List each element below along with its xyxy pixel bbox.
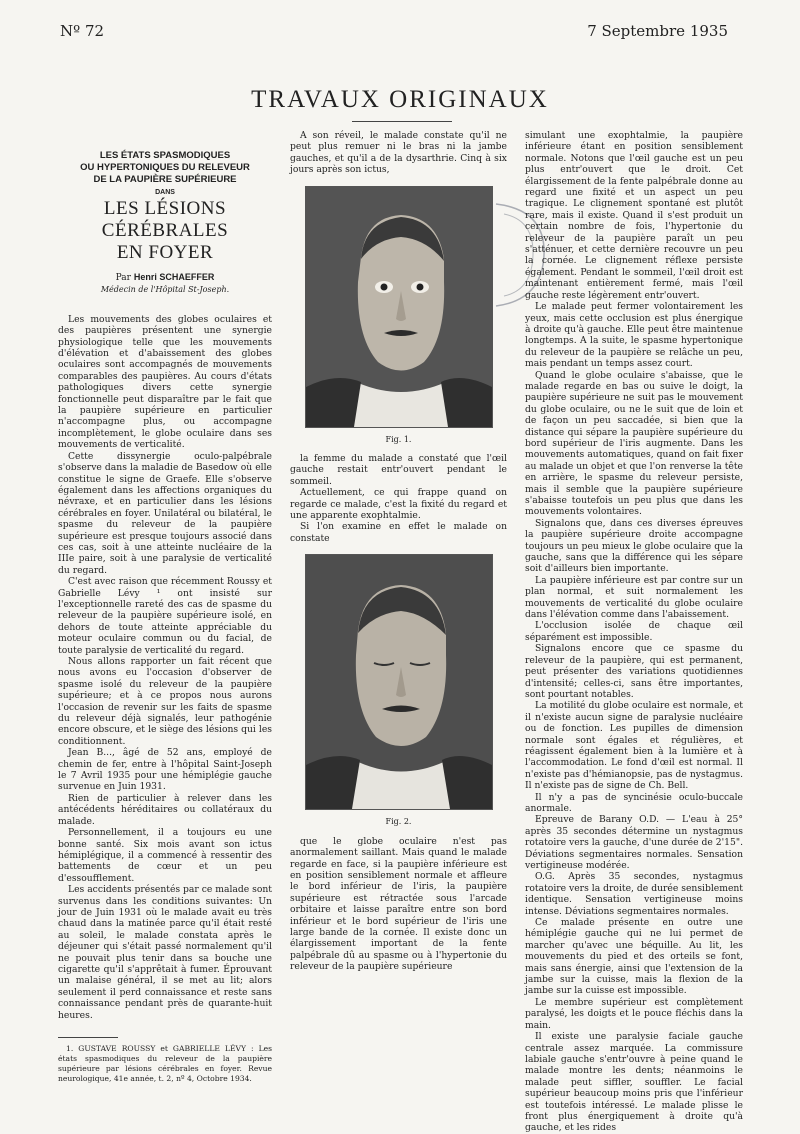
author-line bbox=[58, 272, 272, 284]
column-3 bbox=[525, 130, 743, 1134]
paragraph: Les mouvements des globes oculaires et des paupières présentent une synergie physiologique telle que les mouvements d'élévation et d'abaissement des globes oculaires sont accompagnés de mouvements comparables des paupières. Au cours d'états pathologiques divers cette synergie fonctionnelle peut disparaître par le fait que la paupière supérieure en particulier n'accompagne plus, ou accompagne incomplètement, le globe oculaire dans ses mouvements de verticalité. bbox=[58, 313, 272, 451]
paragraph: simulant une exophtalmie, la paupière inférieure étant en position sensiblement normale. Notons que l'œil gauche est un peu plus entr'ouvert que le droit. Cet élargissement de la fente palpébrale donne au regard une fixité et un aspect un peu tragique. Le clignement spontané est plutôt rare, mais il existe. Quand il s'est produit un certain nombre de fois, l'hypertonie du releveur de la paupière paraît un peu s'atténuer, et cette dernière recouvre un peu la cornée. Le clignement réflexe persiste également. Pendant le sommeil, l'œil droit est maintenant entièrement fermé, mais l'œil gauche reste légèrement entr'ouvert. bbox=[525, 130, 743, 301]
paragraph: Signalons encore que ce spasme du releveur de la paupière, qui est permanent, peut présenter des variations quotidiennes d'intensité; celles-ci, sans être importantes, sont pourtant notables. bbox=[525, 643, 743, 700]
paragraph: Rien de particulier à relever dans les antécédents héréditaires ou collatéraux du malade. bbox=[58, 792, 272, 827]
paragraph: Ce malade présente en outre une hémiplégie gauche qui ne lui permet de marcher qu'avec une béquille. Au lit, les mouvements du pied et des orteils se font, mais sans énergie, ainsi que l'extension de la jambe sur la cuisse, mais la flexion de la jambe sur la cuisse est impossible. bbox=[525, 917, 743, 997]
figure-2-caption: Fig. 2. bbox=[385, 817, 412, 827]
author-name: Henri SCHAEFFER bbox=[133, 272, 215, 282]
section-title: TRAVAUX ORIGINAUX bbox=[251, 86, 549, 113]
figure-1-caption: Fig. 1. bbox=[385, 434, 412, 444]
column-1 bbox=[58, 150, 272, 1084]
paragraph: Jean B..., âgé de 52 ans, employé de chemin de fer, entre à l'hôpital Saint-Joseph le 7 Avril 1935 pour une hémiplégie gauche survenue en Juin 1931. bbox=[58, 747, 272, 793]
paragraph: que le globe oculaire n'est pas anormalement saillant. Mais quand le malade regarde en face, si la paupière inférieure est en position sensiblement normale et affleure le bord inférieur de l'iris, la paupière supérieure est rétractée sous l'arcade orbitaire et laisse paraître entre son bord inférieur et le bord supérieur de l'iris une large bande de la cornée. Il existe donc un élargissement important de la fente palpébrale dû au spasme ou à l'hypertonie du releveur de la paupière supérieure bbox=[290, 835, 507, 973]
paragraph: Nous allons rapporter un fait récent que nous avons eu l'occasion d'observer de spasme isolé du releveur de la paupière supérieure; et à ce propos nous aurons l'occasion de revenir sur les faits de spasme du releveur déjà signalés, leur pathogénie encore obscure, et le siège des lésions qui les conditionnent. bbox=[58, 656, 272, 747]
paragraph: Quand le globe oculaire s'abaisse, que le malade regarde en bas ou suive le doigt, la paupière supérieure ne suit pas le mouvement du globe oculaire, ou ne le suit que de loin et de façon un peu saccadée, si bien que la distance qui sépare la paupière supérieure du bord supérieur de l'iris augmente. Dans les mouvements automatiques, quand on fait fixer au malade un objet et que l'on renverse la tête en arrière, le spasme du releveur persiste, mais il semble que la paupière supérieure s'abaisse toutefois un peu plus que dans les mouvements volontaires. bbox=[525, 369, 743, 518]
paragraph: Si l'on examine en effet le malade on constate bbox=[290, 521, 507, 544]
paragraph: la femme du malade a constaté que l'œil gauche restait entr'ouvert pendant le sommeil. bbox=[290, 453, 507, 487]
title-line: LES ÉTATS SPASMODIQUES bbox=[99, 150, 231, 161]
paragraph: Les accidents présentés par ce malade sont survenus dans les conditions suivantes: Un jour de Juin 1931 où le malade avait eu très chaud dans la matinée parce qu'il était resté au soleil, le malade constata après le déjeuner qui s'était passé normalement qu'il ne pouvait plus tenir dans sa bouche une cigarette qu'il s'apprêtait à fumer. Éprouvant un malaise général, il se met au lit; alors seulement il perd connaissance et reste sans connaissance pendant près de quarante-huit heures. bbox=[58, 884, 272, 1021]
footnote-divider bbox=[58, 1037, 118, 1038]
article-title bbox=[58, 150, 272, 264]
paragraph: Le malade peut fermer volontairement les yeux, mais cette occlusion est plus énergique à droite qu'à gauche. Elle peut être maintenue longtemps. A la suite, le spasme hypertonique du releveur de la paupière se relâche un peu, mais pendant un temps assez court. bbox=[525, 301, 743, 370]
paragraph: La paupière inférieure est par contre sur un plan normal, et suit normalement les mouvements de verticalité du globe oculaire dans l'élévation comme dans l'abaissement. bbox=[525, 574, 743, 621]
issue-date: 7 Septembre 1935 bbox=[587, 22, 728, 40]
title-divider bbox=[352, 121, 452, 122]
paragraph: Epreuve de Barany O.D. — L'eau à 25° après 35 secondes détermine un nystagmus rotatoire vers la gauche, d'une durée de 2'15". Déviations segmentaires normales. Sensation vertigineuse modérée. bbox=[525, 814, 743, 871]
paragraph: Cette dissynergie oculo-palpébrale s'observe dans la maladie de Basedow où elle constitue le signe de Graefe. Elle s'observe également dans les affections organiques du névraxe, et en particulier dans les lésions cérébrales en foyer. Unilatéral ou bilatéral, le spasme du releveur de la paupière supérieure est presque toujours associé dans ces cas, soit à une atteinte nucléaire de la IIIe paire, soit à une paralysie de verticalité du regard. bbox=[58, 450, 272, 576]
column-2 bbox=[290, 130, 507, 973]
portrait-eyes-closed-image bbox=[306, 555, 492, 809]
author-affiliation: Médecin de l'Hôpital St-Joseph. bbox=[100, 285, 230, 295]
title-dans: DANS bbox=[155, 189, 175, 196]
main-title-line-1: LES LÉSIONS CÉRÉBRALES bbox=[101, 198, 229, 241]
paragraph: Actuellement, ce qui frappe quand on regarde ce malade, c'est la fixité du regard et une apparente exophtalmie. bbox=[290, 487, 507, 522]
paragraph: Il n'y a pas de syncinésie oculo-buccale anormale. bbox=[525, 791, 743, 814]
title-line: DE LA PAUPIÈRE SUPÉRIEURE bbox=[93, 174, 237, 185]
paragraph: Le membre supérieur est complètement paralysé, les doigts et le pouce fléchis dans la main. bbox=[525, 996, 743, 1031]
paragraph: L'occlusion isolée de chaque œil séparément est impossible. bbox=[525, 620, 743, 643]
footnote: 1. GUSTAVE ROUSSY et GABRIELLE LÉVY : Les états spasmodiques du releveur de la paupière supérieure par lésions cérébrales en foyer. Revue neurologique, 41e année, t. 2, nº 4, Octobre 1934. bbox=[58, 1044, 272, 1083]
paragraph: O.G. Après 35 secondes, nystagmus rotatoire vers la droite, de durée sensiblement identique. Sensation vertigineuse moins intense. Déviations segmentaires normales. bbox=[525, 871, 743, 917]
paragraph: A son réveil, le malade constate qu'il ne peut plus remuer ni le bras ni la jambe gauches, et qu'il a de la dysarthrie. Cinq à six jours après son ictus, bbox=[290, 130, 507, 176]
author-prefix: Par bbox=[115, 273, 131, 283]
paragraph: Personnellement, il a toujours eu une bonne santé. Six mois avant son ictus hémiplégique, il a commencé à ressentir des battements de cœur et un peu d'essoufflement. bbox=[58, 827, 272, 884]
paragraph: Il existe une paralysie faciale gauche centrale assez marquée. La commissure labiale gauche s'entr'ouvre à peine quand le malade montre les dents; néanmoins le malade peut siffler, souffler. Le facial supérieur beaucoup moins pris que l'inférieur est toutefois intéressé. Le malade plisse le front plus énergiquement à droite qu'à gauche, et les rides bbox=[525, 1031, 743, 1134]
paragraph: C'est avec raison que récemment Roussy et Gabrielle Lévy ¹ ont insisté sur l'exceptionnelle rareté des cas de spasme du releveur de la paupière supérieure isolé, en dehors de toute atteinte appréciable du moteur oculaire commun ou du facial, de toute paralysie de verticalité du regard. bbox=[58, 576, 272, 656]
figure-1-photo bbox=[305, 186, 493, 428]
portrait-eyes-open-image bbox=[306, 187, 492, 427]
main-title-line-2: EN FOYER bbox=[116, 242, 214, 263]
paragraph: Signalons que, dans ces diverses épreuves la paupière supérieure droite accompagne toujours un peu mieux le globe oculaire que la gauche, sans que la différence qui les sépare soit d'ailleurs bien importante. bbox=[525, 517, 743, 575]
issue-number: Nº 72 bbox=[60, 22, 105, 40]
title-line: OU HYPERTONIQUES DU RELEVEUR bbox=[80, 162, 250, 173]
figure-2-photo bbox=[305, 554, 493, 810]
paragraph: La motilité du globe oculaire est normale, et il n'existe aucun signe de paralysie nucléaire ou de fonction. Les pupilles de dimension normale sont égales et régulières, et réagissent également bien à la lumière et à l'accommodation. Le fond d'œil est normal. Il n'existe pas d'hémianopsie, pas de nystagmus. Il n'existe pas de signe de Ch. Bell. bbox=[525, 700, 743, 792]
